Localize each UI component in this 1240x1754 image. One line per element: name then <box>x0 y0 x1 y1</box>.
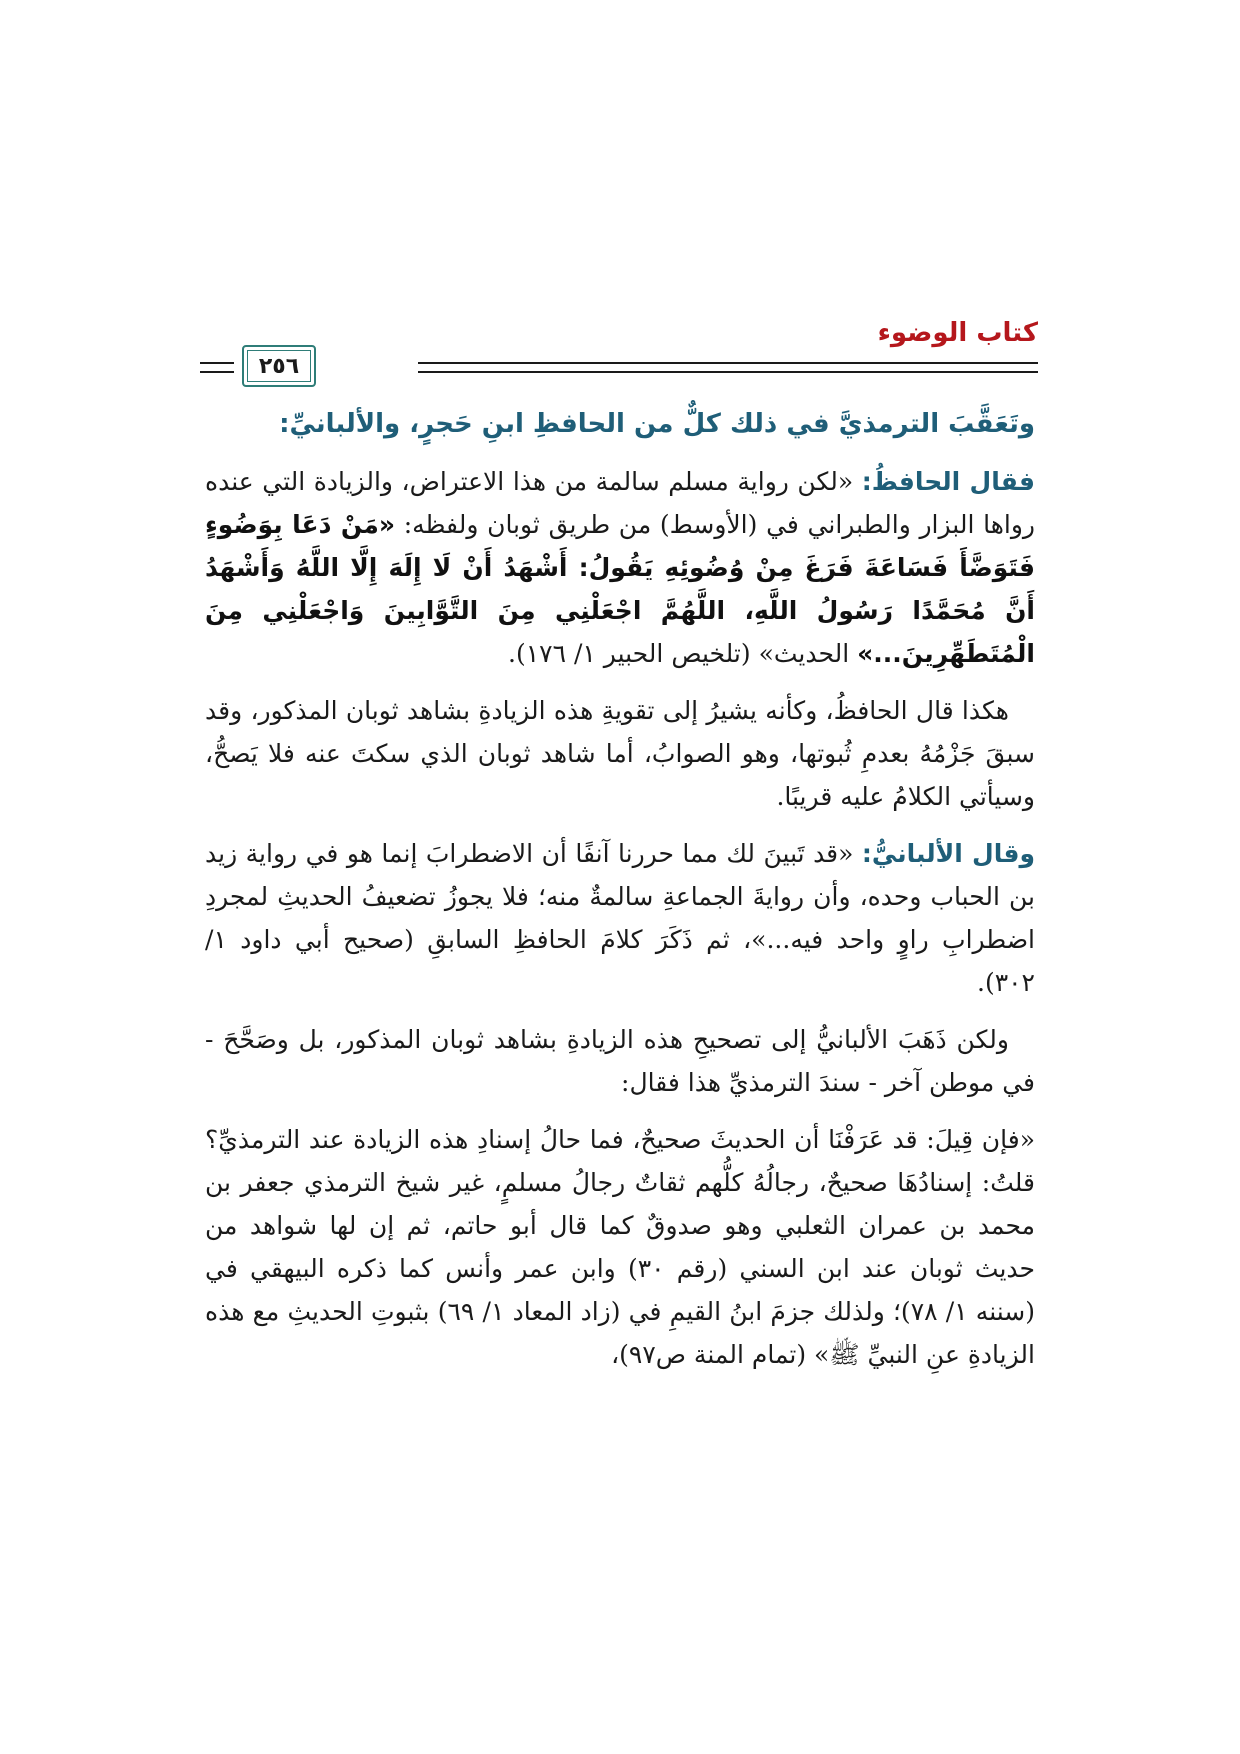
section-heading: وتَعَقَّبَ الترمذيَّ في ذلك كلٌّ من الحافظِ ابنِ حَجرٍ، والألبانيِّ: <box>279 409 1035 439</box>
paragraph-commentary: هكذا قال الحافظُ، وكأنه يشيرُ إلى تقويةِ هذه الزيادةِ بشاهد ثوبان المذكور، وقد سبقَ جَزْمُهُ بعدمِ ثُبوتها، وهو الصوابُ، أما شاهد ثوبان الذي سكتَ عنه فلا يَصحُّ، وسيأتي الكلامُ عليه قريبًا. <box>205 696 1035 811</box>
page-number-frame <box>242 345 316 387</box>
header-rule-left <box>200 362 234 373</box>
paragraph-albani-view: ولكن ذَهَبَ الألبانيُّ إلى تصحيحِ هذه الزيادةِ بشاهد ثوبان المذكور، بل وصَحَّحَ - في موطن آخر - سندَ الترمذيِّ هذا فقال: <box>205 1025 1035 1097</box>
paragraph-albani <box>205 832 1035 1004</box>
paragraph-hafiz <box>205 460 1035 675</box>
paragraph-albani-text: «قد تَبينَ لك مما حررنا آنفًا أن الاضطرابَ إنما هو في رواية زيد بن الحباب وحده، وأن روايةَ الجماعةِ سالمةٌ منه؛ فلا يجوزُ تضعيفُ الحديثِ لمجردِ اضطرابِ راوٍ واحد فيه...»، ثم ذَكَرَ كلامَ الحافظِ السابقِ (صحيح أبي داود ١/ ٣٠٢). <box>205 839 1035 997</box>
speaker-albani: وقال الألبانيُّ: <box>861 839 1035 868</box>
speaker-hafiz: فقال الحافظُ: <box>861 467 1035 496</box>
paragraph-quote: «فإن قِيلَ: قد عَرَفْنَا أن الحديثَ صحيحٌ، فما حالُ إسنادِ هذه الزيادة عند الترمذيِّ؟ قلتُ: إسنادُهَا صحيحٌ، رجالُهُ كلُّهم ثقاتٌ رجالُ مسلمٍ، غير شيخ الترمذي جعفر بن محمد بن عمران الثعلبي وهو صدوقٌ كما قال أبو حاتم، ثم إن لها شواهد من حديث ثوبان عند ابن السني (رقم ٣٠) وابن عمر وأنس كما ذكره البيهقي في (سننه ١/ ٧٨)؛ ولذلك جزمَ ابنُ القيمِ في (زاد المعاد ١/ ٦٩) بثبوتِ الحديثِ مع هذه الزيادةِ عنِ النبيِّ ﷺ» (تمام المنة ص٩٧)، <box>205 1125 1035 1369</box>
hadith-text: «مَنْ دَعَا بِوَضُوءٍ فَتَوَضَّأَ فَسَاعَةَ فَرَغَ مِنْ وُضُوئِهِ يَقُولُ: أَشْهَدُ أَنْ لَا إِلَهَ إِلَّا اللَّهُ وَأَشْهَدُ أَنَّ مُحَمَّدًا رَسُولُ اللَّهِ، اللَّهُمَّ اجْعَلْنِي مِنَ التَّوَّابِينَ وَاجْعَلْنِي مِنَ الْمُتَطَهِّرِينَ...» <box>205 510 1035 668</box>
paragraph-hafiz-text2: الحديث» (تلخيص الحبير ١/ ١٧٦). <box>508 639 858 668</box>
page-header <box>200 318 1038 390</box>
paragraph-hafiz-text1: «لكن رواية مسلم سالمة من هذا الاعتراض، والزيادة التي عنده رواها البزار والطبراني في (الأوسط) من طريق ثوبان ولفظه: <box>205 467 1035 539</box>
header-rule-right <box>418 362 1038 373</box>
page-number: ٢٥٦ <box>258 353 300 379</box>
book-title: كتاب الوضوء <box>877 318 1038 348</box>
page-content <box>205 402 1035 1390</box>
